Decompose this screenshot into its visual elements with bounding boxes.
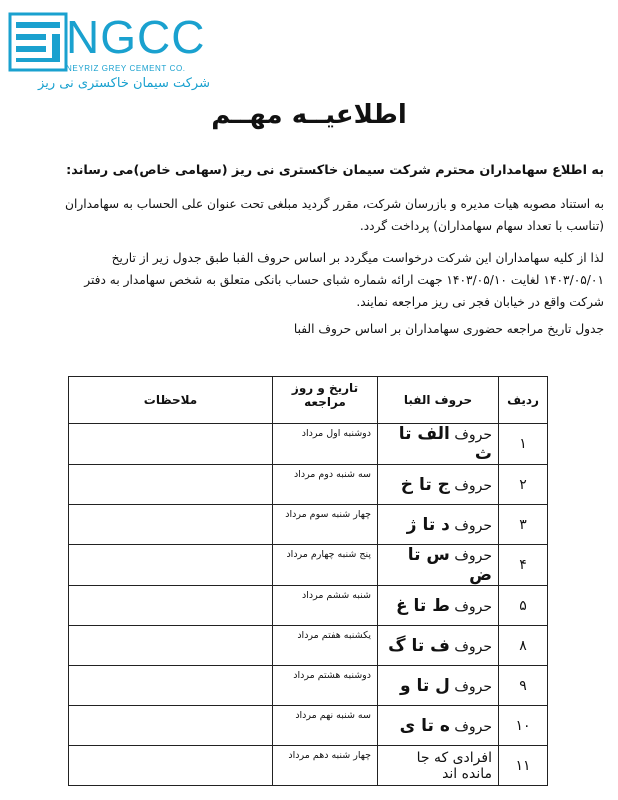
row-number: ۳ <box>499 505 548 545</box>
row-number: ۱۰ <box>499 706 548 746</box>
row-notes <box>69 746 273 786</box>
row-notes <box>69 545 273 586</box>
row-letters <box>378 465 499 505</box>
row-notes <box>69 465 273 505</box>
table-row <box>69 545 548 586</box>
table-row <box>69 424 548 465</box>
notice-intro: به اطلاع سهامداران محترم شرکت سیمان خاکستری نی ریز (سهامی خاص)می رساند: <box>66 163 604 178</box>
letters-prefix: حروف <box>454 548 492 564</box>
row-number: ۱۱ <box>499 746 548 786</box>
letters-prefix: حروف <box>454 517 492 534</box>
letters-range: ه تا ی <box>399 715 450 736</box>
row-letters <box>378 424 499 465</box>
row-date: چهار شنبه سوم مرداد <box>273 505 378 545</box>
row-notes <box>69 626 273 666</box>
letters-range: ج تا خ <box>400 474 450 495</box>
header-letters: حروف الفبا <box>378 377 499 424</box>
row-date: دوشنبه اول مرداد <box>273 424 378 465</box>
row-number: ۹ <box>499 666 548 706</box>
row-letters <box>378 666 499 706</box>
row-letters <box>378 706 499 746</box>
logo-persian-name: شرکت سیمان خاکستری نی ریز <box>38 76 210 91</box>
row-date: سه شنبه نهم مرداد <box>273 706 378 746</box>
notice-title: اطلاعیــه مهــم <box>211 100 407 130</box>
row-notes <box>69 505 273 545</box>
table-row <box>69 505 548 545</box>
table-row <box>69 626 548 666</box>
row-date: یکشنبه هفتم مرداد <box>273 626 378 666</box>
letters-prefix: حروف <box>454 678 492 695</box>
company-logo-icon <box>8 12 68 72</box>
header-row-number: ردیف <box>499 377 548 424</box>
table-caption: جدول تاریخ مراجعه حضوری سهامداران بر اساس حروف الفبا <box>293 322 604 336</box>
row-number: ۲ <box>499 465 548 505</box>
notice-paragraph-1: به استناد مصوبه هیات مدیره و بازرسان شرکت، مقرر گردید مبلغی تحت عنوان علی الحساب به سهامداران (تناسب با تعداد سهام سهامداران) پرداخت گردد. <box>65 197 604 233</box>
row-date: چهار شنبه دهم مرداد <box>273 746 378 786</box>
row-letters <box>378 586 499 626</box>
letters-range: س تا ض <box>407 545 492 585</box>
row-notes <box>69 706 273 746</box>
company-header <box>8 6 208 96</box>
table-header-row <box>69 377 548 424</box>
table-row <box>69 746 548 786</box>
row-date: دوشنبه هشتم مرداد <box>273 666 378 706</box>
header-date: تاریخ و روز مراجعه <box>273 377 378 424</box>
logo-wordmark: NGCC <box>66 11 206 63</box>
row-number: ۱ <box>499 424 548 465</box>
logo-subtitle: NEYRIZ GREY CEMENT CO. <box>66 64 186 73</box>
table-row <box>69 586 548 626</box>
schedule-table <box>68 376 548 786</box>
letters-prefix: حروف <box>454 477 492 494</box>
letters-prefix: حروف <box>454 638 492 655</box>
header-notes: ملاحظات <box>69 377 273 424</box>
letters-range: ف تا گ <box>388 635 450 656</box>
row-notes <box>69 586 273 626</box>
letters-range: د تا ژ <box>406 514 450 535</box>
row-letters <box>378 545 499 586</box>
letters-prefix: حروف <box>454 427 492 443</box>
row-number: ۸ <box>499 626 548 666</box>
table-row <box>69 465 548 505</box>
row-notes <box>69 424 273 465</box>
letters-prefix: حروف <box>454 718 492 735</box>
letters-range: افرادی که جا مانده اند <box>416 749 492 782</box>
notice-paragraph-2: لذا از کلیه سهامداران این شرکت درخواست میگردد بر اساس حروف الفبا طبق جدول زیر از تاریخ ۱۴۰۳/۰۵/۰۱ لغایت ۱۴۰۳/۰۵/۱۰ جهت ارائه شماره شبای حساب بانکی متعلق به شخص سهامدار به دفتر شرکت واقع در خیابان فجر نی ریز مراجعه نمایند. <box>84 251 604 309</box>
row-letters <box>378 746 499 786</box>
row-letters <box>378 505 499 545</box>
letters-range: ل تا و <box>399 675 450 696</box>
letters-range: الف تا ث <box>398 424 492 464</box>
row-date: شنبه ششم مرداد <box>273 586 378 626</box>
row-date: سه شنبه دوم مرداد <box>273 465 378 505</box>
table-row <box>69 706 548 746</box>
table-row <box>69 666 548 706</box>
row-letters <box>378 626 499 666</box>
row-date: پنج شنبه چهارم مرداد <box>273 545 378 586</box>
row-number: ۴ <box>499 545 548 586</box>
letters-range: ط تا غ <box>396 595 450 616</box>
row-number: ۵ <box>499 586 548 626</box>
row-notes <box>69 666 273 706</box>
letters-prefix: حروف <box>454 598 492 615</box>
